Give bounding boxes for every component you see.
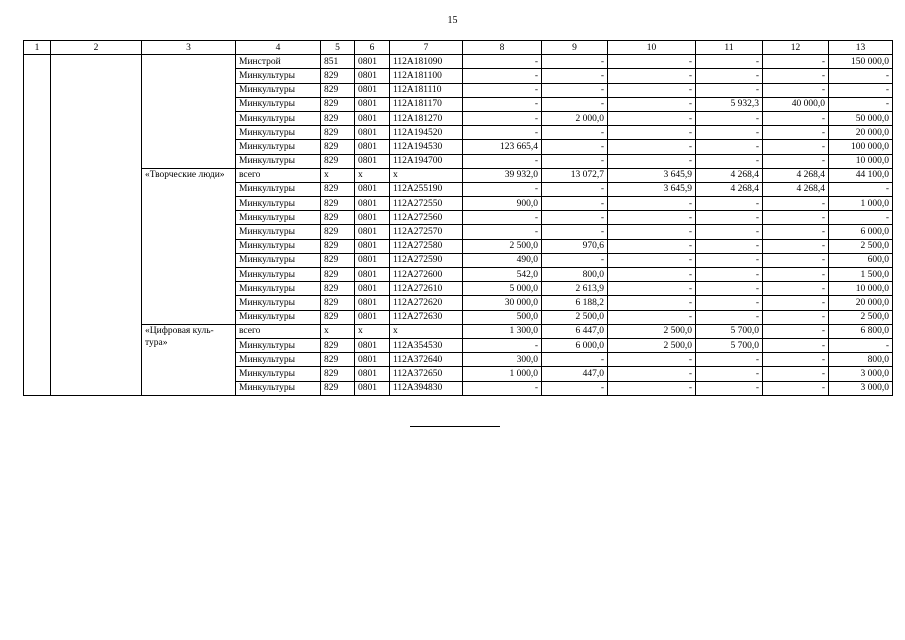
table-cell: 6 447,0: [542, 324, 608, 338]
table-cell: Минкультуры: [236, 296, 321, 310]
column-1-cell: [24, 55, 51, 396]
table-cell: -: [463, 182, 542, 196]
table-cell: -: [463, 381, 542, 395]
table-cell: 829: [321, 296, 355, 310]
table-cell: Минкультуры: [236, 154, 321, 168]
table-cell: -: [763, 140, 829, 154]
table-cell: x: [390, 168, 463, 182]
table-cell: -: [696, 126, 763, 140]
table-cell: -: [608, 253, 696, 267]
column-header: 6: [355, 41, 390, 55]
table-cell: -: [763, 253, 829, 267]
table-cell: 829: [321, 140, 355, 154]
table-cell: -: [763, 55, 829, 69]
column-header: 2: [51, 41, 142, 55]
table-cell: 112A354530: [390, 338, 463, 352]
table-cell: 0801: [355, 111, 390, 125]
table-cell: 2 000,0: [542, 111, 608, 125]
table-cell: 0801: [355, 97, 390, 111]
table-cell: 829: [321, 69, 355, 83]
table-cell: Минкультуры: [236, 268, 321, 282]
table-cell: -: [696, 111, 763, 125]
table-cell: 112A272630: [390, 310, 463, 324]
table-cell: 112A255190: [390, 182, 463, 196]
table-cell: 490,0: [463, 253, 542, 267]
table-cell: -: [608, 111, 696, 125]
table-cell: -: [763, 381, 829, 395]
table-cell: 0801: [355, 211, 390, 225]
table-cell: -: [608, 55, 696, 69]
table-cell: -: [608, 239, 696, 253]
table-cell: -: [763, 310, 829, 324]
column-header: 3: [142, 41, 236, 55]
column-header: 9: [542, 41, 608, 55]
table-cell: Минстрой: [236, 55, 321, 69]
table-cell: 112A372640: [390, 353, 463, 367]
table-cell: 4 268,4: [696, 168, 763, 182]
table-cell: -: [542, 353, 608, 367]
table-cell: -: [763, 324, 829, 338]
table-cell: -: [463, 97, 542, 111]
table-cell: x: [321, 324, 355, 338]
table-cell: -: [763, 83, 829, 97]
table-cell: 0801: [355, 367, 390, 381]
table-cell: 112A272580: [390, 239, 463, 253]
table-cell: 6 188,2: [542, 296, 608, 310]
table-cell: -: [696, 225, 763, 239]
table-cell: -: [763, 268, 829, 282]
table-cell: -: [763, 154, 829, 168]
table-cell: 6 800,0: [829, 324, 893, 338]
table-cell: -: [608, 381, 696, 395]
project-name-cell: «Творческие люди»: [142, 168, 236, 324]
table-cell: -: [608, 69, 696, 83]
table-cell: Минкультуры: [236, 140, 321, 154]
table-cell: 39 932,0: [463, 168, 542, 182]
header-row: [24, 41, 893, 55]
table-cell: -: [763, 239, 829, 253]
table-cell: 500,0: [463, 310, 542, 324]
table-cell: Минкультуры: [236, 97, 321, 111]
table-cell: -: [829, 211, 893, 225]
table-cell: 20 000,0: [829, 126, 893, 140]
table-cell: 829: [321, 239, 355, 253]
table-cell: 5 000,0: [463, 282, 542, 296]
table-cell: 829: [321, 338, 355, 352]
table-cell: 829: [321, 353, 355, 367]
table-cell: -: [696, 367, 763, 381]
table-cell: 5 700,0: [696, 324, 763, 338]
table-cell: -: [829, 182, 893, 196]
table-cell: 1 000,0: [463, 367, 542, 381]
table-cell: 112A181110: [390, 83, 463, 97]
column-header: 5: [321, 41, 355, 55]
table-cell: 40 000,0: [763, 97, 829, 111]
table-cell: 112A272610: [390, 282, 463, 296]
table-cell: 1 300,0: [463, 324, 542, 338]
table-cell: 3 000,0: [829, 381, 893, 395]
table-cell: 0801: [355, 282, 390, 296]
table-cell: 0801: [355, 253, 390, 267]
table-cell: 6 000,0: [542, 338, 608, 352]
table-cell: 20 000,0: [829, 296, 893, 310]
table-cell: -: [463, 225, 542, 239]
table-cell: -: [542, 182, 608, 196]
page-number: 15: [447, 15, 458, 26]
table-cell: -: [608, 310, 696, 324]
column-header: 8: [463, 41, 542, 55]
table-cell: 112A394830: [390, 381, 463, 395]
table-cell: 829: [321, 83, 355, 97]
table-cell: 112A372650: [390, 367, 463, 381]
table-cell: -: [608, 197, 696, 211]
table-cell: 829: [321, 97, 355, 111]
table-cell: -: [608, 97, 696, 111]
table-cell: Минкультуры: [236, 111, 321, 125]
table-cell: 1 500,0: [829, 268, 893, 282]
table-cell: Минкультуры: [236, 197, 321, 211]
project-name-cell: [142, 55, 236, 169]
table-cell: -: [696, 268, 763, 282]
table-cell: -: [608, 268, 696, 282]
table-cell: 829: [321, 182, 355, 196]
table-cell: 112A181170: [390, 97, 463, 111]
table-cell: -: [696, 253, 763, 267]
table-cell: 800,0: [542, 268, 608, 282]
table-cell: -: [829, 69, 893, 83]
table-cell: -: [542, 381, 608, 395]
table-cell: 3 645,9: [608, 182, 696, 196]
table-cell: Минкультуры: [236, 381, 321, 395]
table-cell: 112A181090: [390, 55, 463, 69]
table-cell: 2 500,0: [829, 310, 893, 324]
table-cell: 112A272590: [390, 253, 463, 267]
table-cell: -: [463, 211, 542, 225]
table-cell: Минкультуры: [236, 239, 321, 253]
table-cell: -: [696, 282, 763, 296]
table-cell: -: [542, 197, 608, 211]
table-cell: -: [542, 55, 608, 69]
table-cell: 112A194520: [390, 126, 463, 140]
table-cell: 600,0: [829, 253, 893, 267]
table-cell: -: [763, 353, 829, 367]
table-cell: 5 932,3: [696, 97, 763, 111]
table-cell: -: [463, 126, 542, 140]
table-cell: -: [696, 154, 763, 168]
table-cell: -: [829, 97, 893, 111]
table-cell: 2 500,0: [608, 324, 696, 338]
table-cell: -: [696, 197, 763, 211]
table-cell: -: [763, 225, 829, 239]
table-cell: -: [696, 211, 763, 225]
table-cell: -: [463, 55, 542, 69]
table-cell: x: [321, 168, 355, 182]
table-cell: 1 000,0: [829, 197, 893, 211]
table-cell: -: [829, 338, 893, 352]
table-cell: 0801: [355, 296, 390, 310]
table-cell: 0801: [355, 239, 390, 253]
table-cell: 0801: [355, 154, 390, 168]
table-cell: 123 665,4: [463, 140, 542, 154]
table-cell: 112A272550: [390, 197, 463, 211]
table-cell: 829: [321, 381, 355, 395]
table-cell: 150 000,0: [829, 55, 893, 69]
column-header: 11: [696, 41, 763, 55]
table-cell: 800,0: [829, 353, 893, 367]
table-cell: -: [696, 55, 763, 69]
table-cell: 0801: [355, 140, 390, 154]
table-cell: Минкультуры: [236, 211, 321, 225]
table-cell: 2 613,9: [542, 282, 608, 296]
table-cell: -: [763, 126, 829, 140]
table-cell: Минкультуры: [236, 367, 321, 381]
table-cell: -: [463, 69, 542, 83]
table-cell: 50 000,0: [829, 111, 893, 125]
table-cell: -: [542, 154, 608, 168]
table-cell: -: [696, 140, 763, 154]
table-cell: -: [542, 126, 608, 140]
table-cell: -: [542, 140, 608, 154]
table-cell: 829: [321, 126, 355, 140]
table-cell: 44 100,0: [829, 168, 893, 182]
table-cell: -: [763, 296, 829, 310]
table-cell: -: [696, 83, 763, 97]
project-name-cell: «Цифровая куль- тура»: [142, 324, 236, 395]
table-row: [24, 55, 893, 69]
table-cell: -: [763, 367, 829, 381]
table-cell: всего: [236, 168, 321, 182]
table-cell: -: [463, 111, 542, 125]
table-cell: Минкультуры: [236, 310, 321, 324]
table-cell: -: [542, 225, 608, 239]
table-cell: Минкультуры: [236, 225, 321, 239]
table-cell: -: [829, 83, 893, 97]
column-header: 13: [829, 41, 893, 55]
table-cell: Минкультуры: [236, 83, 321, 97]
table-cell: -: [763, 211, 829, 225]
table-cell: 970,6: [542, 239, 608, 253]
table-cell: 0801: [355, 381, 390, 395]
table-cell: 0801: [355, 83, 390, 97]
table-cell: -: [542, 253, 608, 267]
table-cell: 4 268,4: [763, 182, 829, 196]
table-cell: -: [542, 97, 608, 111]
table-cell: 0801: [355, 126, 390, 140]
table-cell: -: [696, 310, 763, 324]
table-cell: Минкультуры: [236, 126, 321, 140]
table-cell: -: [608, 211, 696, 225]
table-cell: -: [542, 83, 608, 97]
table-cell: -: [608, 83, 696, 97]
table-cell: 112A272620: [390, 296, 463, 310]
table-cell: 2 500,0: [463, 239, 542, 253]
table-cell: 0801: [355, 225, 390, 239]
column-header: 12: [763, 41, 829, 55]
table-cell: 829: [321, 282, 355, 296]
table-cell: 829: [321, 310, 355, 324]
table-cell: 112A181100: [390, 69, 463, 83]
table-cell: Минкультуры: [236, 338, 321, 352]
table-cell: 851: [321, 55, 355, 69]
table-cell: 829: [321, 253, 355, 267]
column-header: 10: [608, 41, 696, 55]
table-cell: 0801: [355, 338, 390, 352]
table-cell: -: [696, 296, 763, 310]
table-cell: 829: [321, 211, 355, 225]
table-cell: -: [608, 296, 696, 310]
table-cell: 112A194530: [390, 140, 463, 154]
table-cell: 30 000,0: [463, 296, 542, 310]
table-cell: 4 268,4: [763, 168, 829, 182]
table-cell: 829: [321, 111, 355, 125]
table-cell: 0801: [355, 353, 390, 367]
table-cell: 829: [321, 225, 355, 239]
table-cell: -: [463, 338, 542, 352]
table-cell: Минкультуры: [236, 353, 321, 367]
table-cell: Минкультуры: [236, 69, 321, 83]
table-cell: 0801: [355, 268, 390, 282]
table-cell: 0801: [355, 69, 390, 83]
table-cell: -: [696, 69, 763, 83]
table-cell: 4 268,4: [696, 182, 763, 196]
table-cell: 829: [321, 367, 355, 381]
table-cell: -: [463, 154, 542, 168]
table-cell: 112A181270: [390, 111, 463, 125]
table-cell: -: [608, 126, 696, 140]
table-cell: -: [608, 282, 696, 296]
table-cell: -: [608, 353, 696, 367]
table-cell: 2 500,0: [542, 310, 608, 324]
table-cell: x: [390, 324, 463, 338]
table-cell: -: [763, 69, 829, 83]
table-cell: -: [608, 225, 696, 239]
table-cell: -: [696, 381, 763, 395]
table-cell: -: [608, 367, 696, 381]
table-cell: 112A272600: [390, 268, 463, 282]
table-cell: Минкультуры: [236, 253, 321, 267]
table-cell: 0801: [355, 182, 390, 196]
table-cell: 112A194700: [390, 154, 463, 168]
budget-table: [23, 40, 893, 396]
table-cell: 5 700,0: [696, 338, 763, 352]
table-cell: -: [542, 211, 608, 225]
table-cell: Минкультуры: [236, 282, 321, 296]
table-cell: -: [763, 338, 829, 352]
column-header: 1: [24, 41, 51, 55]
table-cell: 112A272560: [390, 211, 463, 225]
table-cell: 0801: [355, 310, 390, 324]
table-cell: -: [696, 353, 763, 367]
table-cell: 3 000,0: [829, 367, 893, 381]
table-cell: x: [355, 324, 390, 338]
table-cell: 3 645,9: [608, 168, 696, 182]
table-cell: 0801: [355, 55, 390, 69]
table-cell: -: [463, 83, 542, 97]
table-cell: 100 000,0: [829, 140, 893, 154]
table-cell: 447,0: [542, 367, 608, 381]
table-cell: -: [542, 69, 608, 83]
column-header: 7: [390, 41, 463, 55]
table-cell: x: [355, 168, 390, 182]
table-cell: -: [608, 154, 696, 168]
table-cell: -: [763, 282, 829, 296]
table-cell: 112A272570: [390, 225, 463, 239]
table-cell: 0801: [355, 197, 390, 211]
footer-divider: [410, 426, 500, 427]
column-2-cell: [51, 55, 142, 396]
table-cell: 2 500,0: [829, 239, 893, 253]
table-cell: 2 500,0: [608, 338, 696, 352]
table-cell: -: [608, 140, 696, 154]
table-cell: всего: [236, 324, 321, 338]
table-cell: 829: [321, 154, 355, 168]
table-cell: 6 000,0: [829, 225, 893, 239]
table-cell: 900,0: [463, 197, 542, 211]
table-cell: -: [696, 239, 763, 253]
table-cell: Минкультуры: [236, 182, 321, 196]
table-cell: 10 000,0: [829, 154, 893, 168]
table-cell: 542,0: [463, 268, 542, 282]
table-cell: 829: [321, 268, 355, 282]
table-cell: 829: [321, 197, 355, 211]
column-header: 4: [236, 41, 321, 55]
table-cell: 10 000,0: [829, 282, 893, 296]
table-cell: -: [763, 197, 829, 211]
table-row: [24, 324, 893, 338]
table-row: [24, 168, 893, 182]
table-cell: -: [763, 111, 829, 125]
table-cell: 13 072,7: [542, 168, 608, 182]
table-cell: 300,0: [463, 353, 542, 367]
